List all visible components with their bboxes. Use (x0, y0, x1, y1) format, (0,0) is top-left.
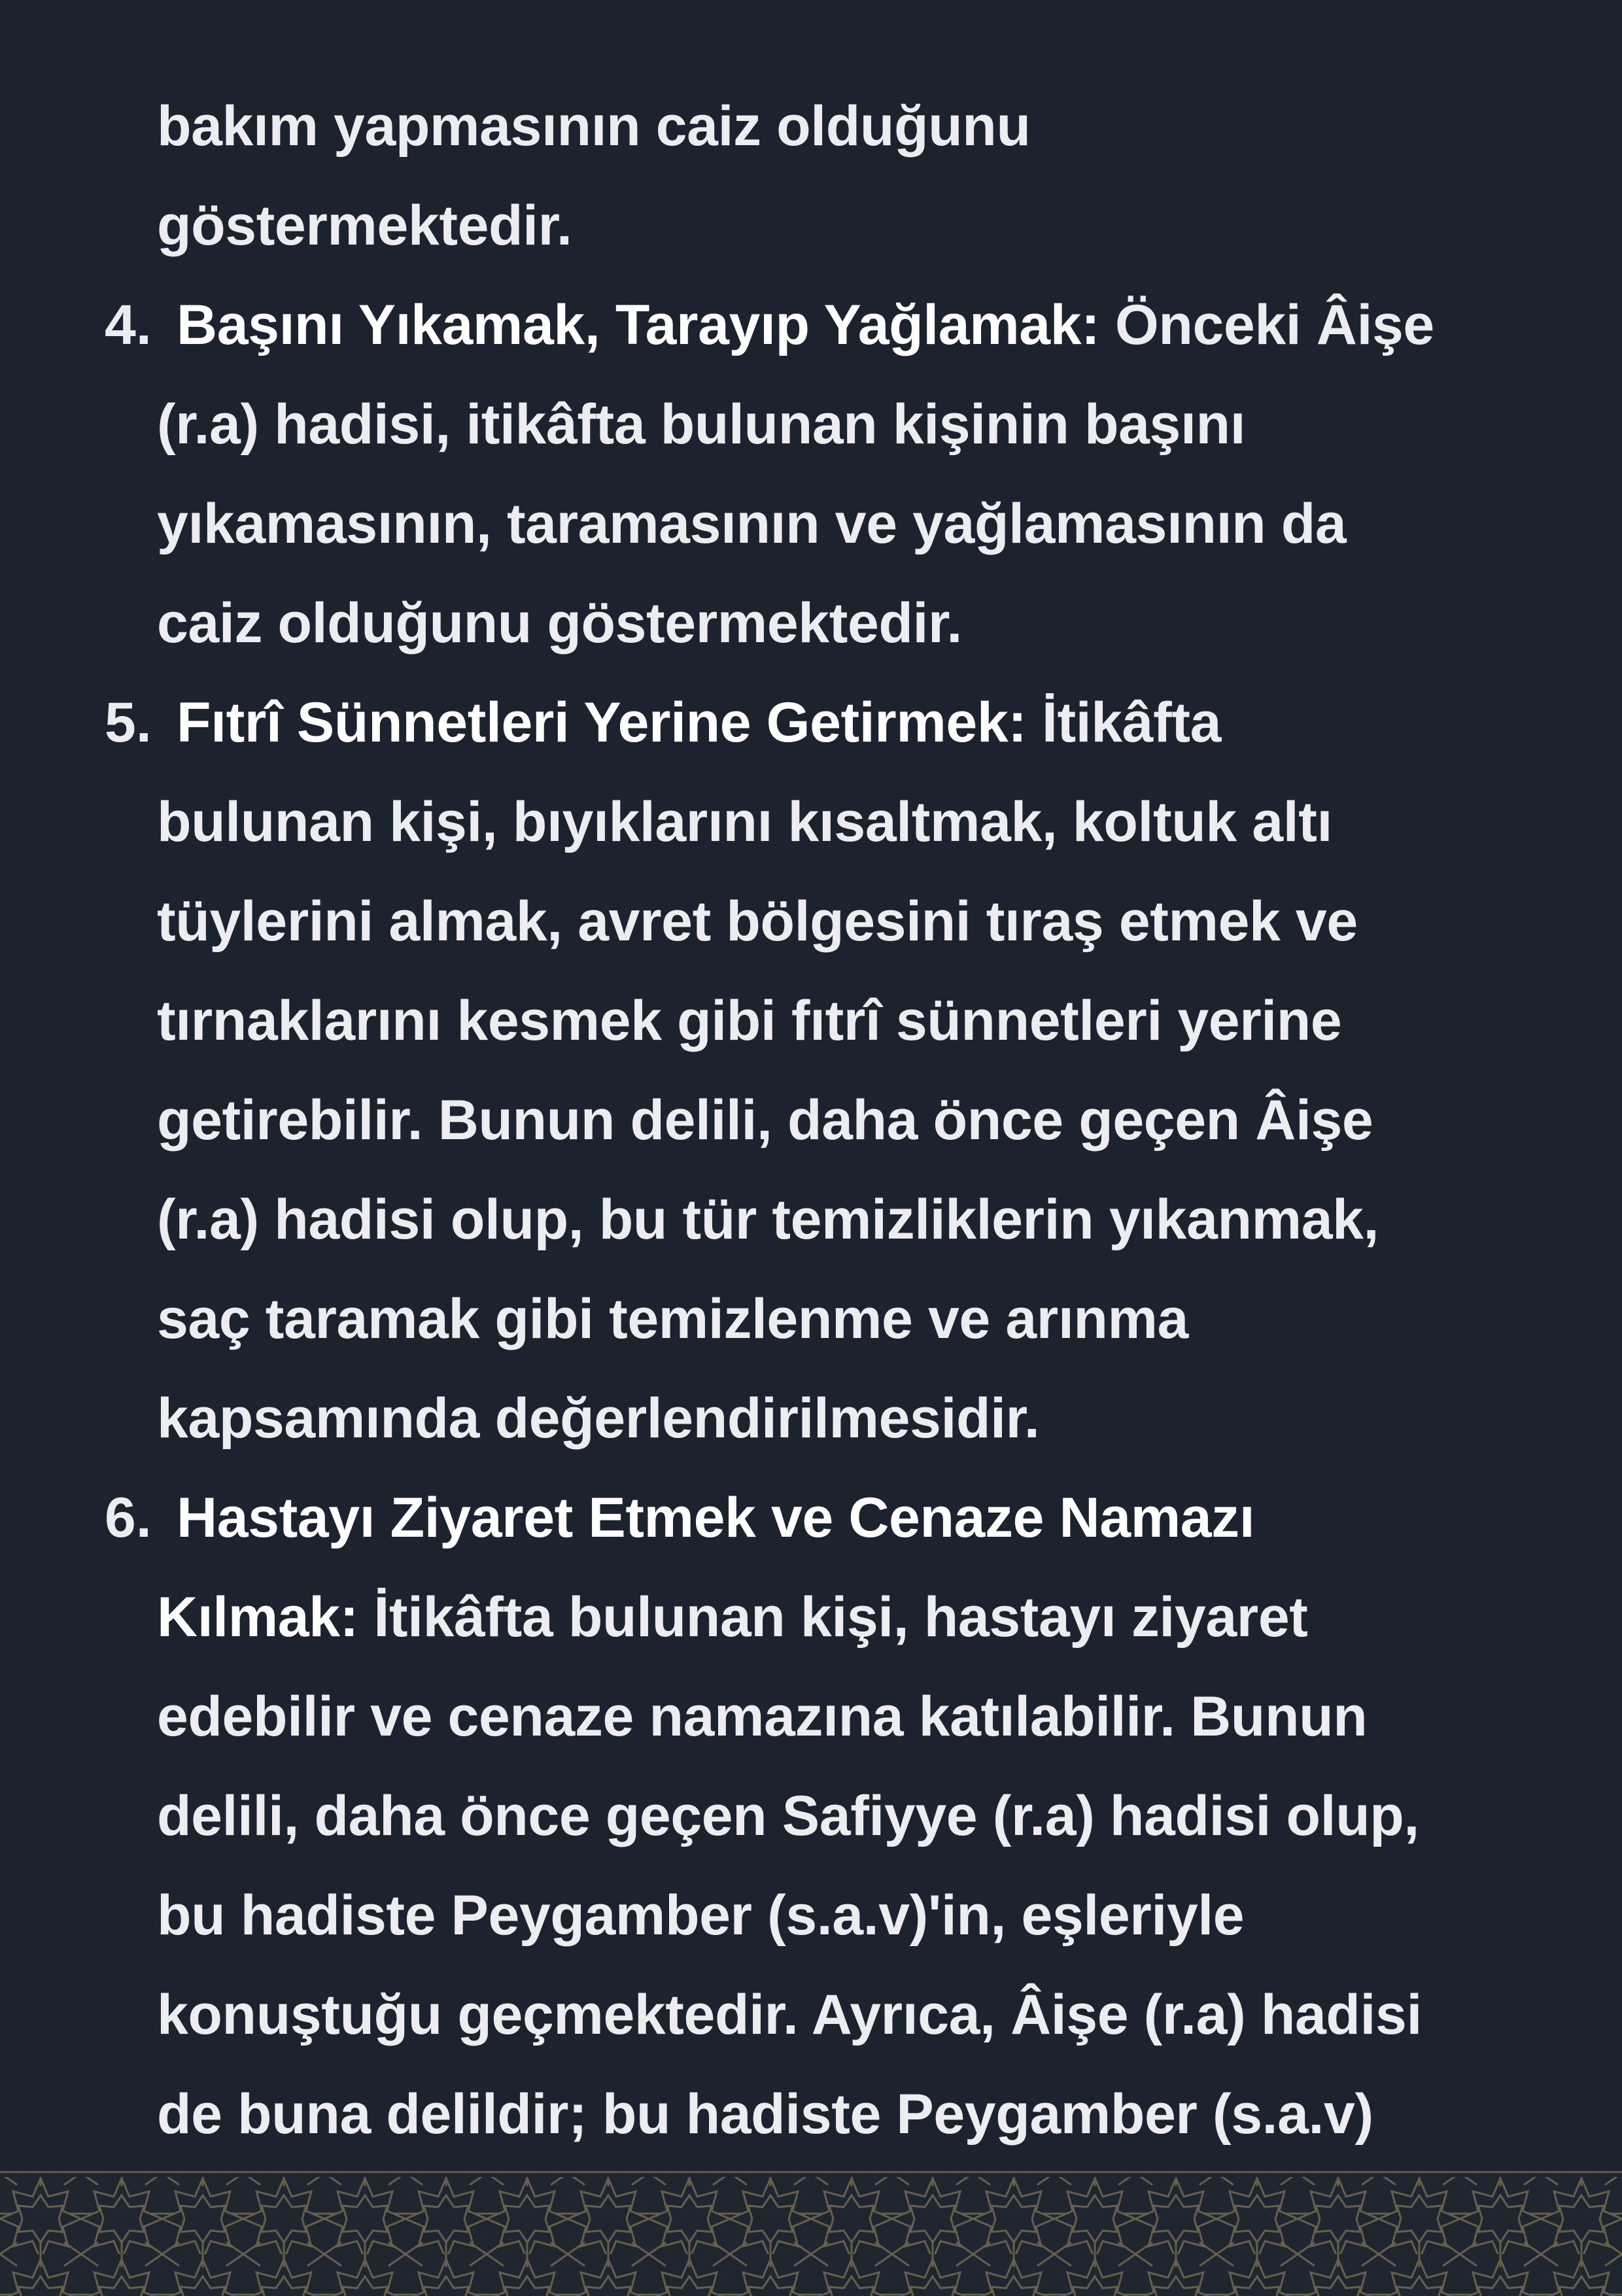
item-line: delili, daha önce geçen Safiyye (r.a) hadisi olup, (157, 1785, 1419, 1847)
item-heading: Başını Yıkamak, Tarayıp Yağlamak: (177, 294, 1100, 356)
item-line: getirebilir. Bunun delili, daha önce geçen Âişe (157, 1089, 1373, 1152)
item-line: bulunan kişi, bıyıklarını kısaltmak, koltuk altı (157, 791, 1332, 853)
item-line: tüylerini almak, avret bölgesini tıraş etmek ve (157, 890, 1358, 953)
item-first-line (177, 691, 1222, 754)
item-line: caiz olduğunu göstermektedir. (157, 592, 962, 655)
item-heading-continued: Kılmak: (157, 1586, 358, 1649)
item-line: (r.a) hadisi olup, bu tür temizliklerin yıkanmak, (157, 1188, 1379, 1251)
item-text: Önceki Âişe (1099, 294, 1434, 356)
item-line: tırnaklarını kesmek gibi fıtrî sünnetleri yerine (157, 989, 1342, 1052)
item-number: 4. (105, 294, 152, 356)
item-heading: Hastayı Ziyaret Etmek ve Cenaze Namazı (177, 1486, 1255, 1549)
item-number: 5. (105, 691, 152, 754)
item-text: İtikâfta bulunan kişi, hastayı ziyaret (358, 1586, 1308, 1649)
item-first-line (177, 294, 1434, 356)
item-second-line (157, 1586, 1308, 1649)
item-line: konuştuğu geçmektedir. Ayrıca, Âişe (r.a) hadisi (157, 1983, 1422, 2046)
item-line: (r.a) hadisi, itikâfta bulunan kişinin başını (157, 393, 1246, 456)
item-number: 6. (105, 1486, 152, 1549)
geometric-star-border-icon (0, 2171, 1622, 2296)
item-line: kapsamında değerlendirilmesidir. (157, 1387, 1040, 1450)
item-line: yıkamasının, taramasının ve yağlamasının da (157, 492, 1347, 555)
item-line: saç taramak gibi temizlenme ve arınma (157, 1288, 1188, 1350)
item-text: İtikâfta (1026, 691, 1222, 754)
item-heading: Fıtrî Sünnetleri Yerine Getirmek: (177, 691, 1027, 754)
intro-line-1: bakım yapmasının caiz olduğunu (157, 95, 1031, 158)
item-line: bu hadiste Peygamber (s.a.v)'in, eşleriyle (157, 1884, 1245, 1947)
item-line: edebilir ve cenaze namazına katılabilir. Bunun (157, 1685, 1368, 1748)
intro-line-2: göstermektedir. (157, 194, 572, 257)
item-line: de buna delildir; bu hadiste Peygamber (s.a.v) (157, 2083, 1373, 2146)
